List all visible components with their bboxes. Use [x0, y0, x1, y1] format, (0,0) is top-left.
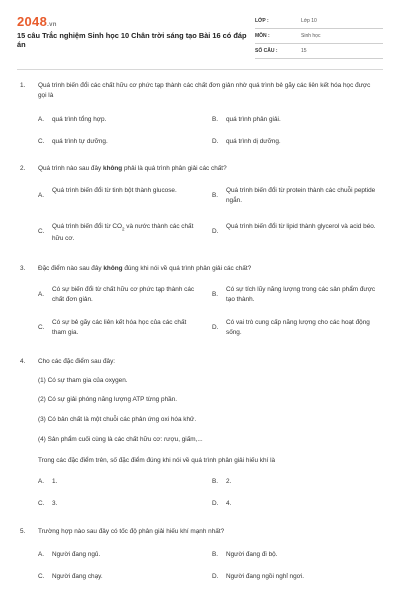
document-header — [17, 14, 383, 60]
option-text: Có sự biến đổi từ chất hữu cơ phức tạp thành các chất đơn giản. — [52, 286, 195, 303]
meta-value: Lớp 10 — [301, 18, 317, 24]
meta-row-count — [255, 44, 383, 59]
option-label: D. — [212, 500, 219, 507]
meta-key: MÔN : — [255, 33, 270, 39]
option-label: B. — [212, 116, 219, 123]
option-label: B. — [212, 192, 219, 199]
header-divider — [17, 69, 383, 70]
option-label: C. — [38, 138, 45, 145]
question-text — [38, 164, 378, 174]
option-label: D. — [212, 324, 219, 331]
option-text: 2. — [226, 478, 232, 485]
option-label: C. — [38, 573, 45, 580]
option-text: Người đang ngồi nghỉ ngơi. — [226, 573, 305, 580]
meta-row-grade — [255, 14, 383, 29]
question-keyword: không — [103, 265, 123, 272]
option-label: C. — [38, 228, 45, 235]
statement-1: (1) Có sự tham gia của oxygen. — [38, 377, 128, 384]
option-label: D. — [212, 138, 219, 145]
option-label: A. — [38, 192, 45, 199]
option-text: Có sự tích lũy năng lượng trong các sản phẩm được tạo thành. — [226, 286, 376, 303]
logo-main: 2048 — [17, 14, 48, 29]
option-label: A. — [38, 291, 45, 298]
question-text — [38, 264, 378, 274]
option-label: A. — [38, 116, 45, 123]
option-text: Người đang ngủ. — [52, 551, 101, 558]
document-title: 15 câu Trắc nghiệm Sinh học 10 Chân trời sáng tạo Bài 16 có đáp án — [17, 31, 247, 49]
question-text-part: đúng khi nói về quá trình phân giải các chất? — [122, 265, 252, 272]
question-number: 2. — [20, 165, 26, 172]
question-number: 3. — [20, 265, 26, 272]
option-label: B. — [212, 551, 219, 558]
statement-4: (4) Sản phẩm cuối cùng là các chất hữu cơ: rượu, giấm,... — [38, 436, 203, 443]
question-number: 5. — [20, 528, 26, 535]
option-text: quá trình tự dưỡng. — [52, 138, 108, 145]
question-followup: Trong các đặc điểm trên, số đặc điểm đúng khi nói về quá trình phân giải hiếu khí là — [38, 457, 276, 464]
option-text: Quá trình biến đổi từ tinh bột thành glucose. — [52, 187, 177, 194]
option-text: Người đang đi bộ. — [226, 551, 278, 558]
meta-key: SỐ CÂU : — [255, 48, 278, 54]
meta-value: Sinh học — [301, 33, 321, 39]
option-text: 1. — [52, 478, 58, 485]
option-label: A. — [38, 478, 45, 485]
statement-2: (2) Có sự giải phóng năng lượng ATP từng phần. — [38, 396, 178, 403]
option-label: A. — [38, 551, 45, 558]
option-text — [52, 222, 202, 244]
meta-table — [255, 14, 383, 59]
option-text-part: Quá trình biến đổi từ CO — [52, 223, 122, 230]
option-text: Quá trình biến đổi từ protein thành các chuỗi peptide ngắn. — [226, 187, 376, 204]
option-text: Quá trình biến đổi từ lipid thành glycerol và acid béo. — [226, 223, 376, 230]
meta-row-subject — [255, 29, 383, 44]
question-number: 1. — [20, 82, 26, 89]
option-text: Có sự bẻ gãy các liên kết hóa học của các chất tham gia. — [52, 319, 187, 336]
meta-value: 15 — [301, 48, 307, 54]
site-logo[interactable] — [17, 14, 57, 29]
option-text: quá trình dị dưỡng. — [226, 138, 281, 145]
statement-3: (3) Có bản chất là một chuỗi các phản ứng oxi hóa khử. — [38, 416, 197, 423]
question-keyword: không — [103, 165, 123, 172]
option-label: D. — [212, 228, 219, 235]
question-text-part: Đặc điểm nào sau đây — [38, 265, 104, 272]
question-text-part: phải là quá trình phân giải các chất? — [122, 165, 227, 172]
option-text: 3. — [52, 500, 58, 507]
option-text: Có vai trò cung cấp năng lượng cho các hoạt động sống. — [226, 319, 370, 336]
option-label: B. — [212, 478, 219, 485]
option-text: quá trình tổng hợp. — [52, 116, 107, 123]
question-text: Cho các đặc điểm sau đây: — [38, 358, 116, 365]
option-text: Người đang chạy. — [52, 573, 103, 580]
option-label: D. — [212, 573, 219, 580]
question-text: Quá trình biến đổi các chất hữu cơ phức tạp thành các chất đơn giản nhờ quá trình bẻ gãy các liên kết hóa học được gọi là — [38, 82, 371, 99]
question-text-part: Quá trình nào sau đây — [38, 165, 104, 172]
option-text: 4. — [226, 500, 232, 507]
option-label: C. — [38, 500, 45, 507]
option-label: B. — [212, 291, 219, 298]
option-label: C. — [38, 324, 45, 331]
question-text: Trường hợp nào sau đây có tốc độ phân giải hiếu khí mạnh nhất? — [38, 528, 225, 535]
meta-key: LỚP : — [255, 18, 269, 24]
option-text-part: và nước thành các chất hữu cơ. — [52, 223, 194, 243]
logo-suffix: .vn — [47, 22, 57, 28]
option-subscript: 2 — [122, 226, 125, 232]
option-text: quá trình phân giải. — [226, 116, 281, 123]
question-number: 4. — [20, 358, 26, 365]
